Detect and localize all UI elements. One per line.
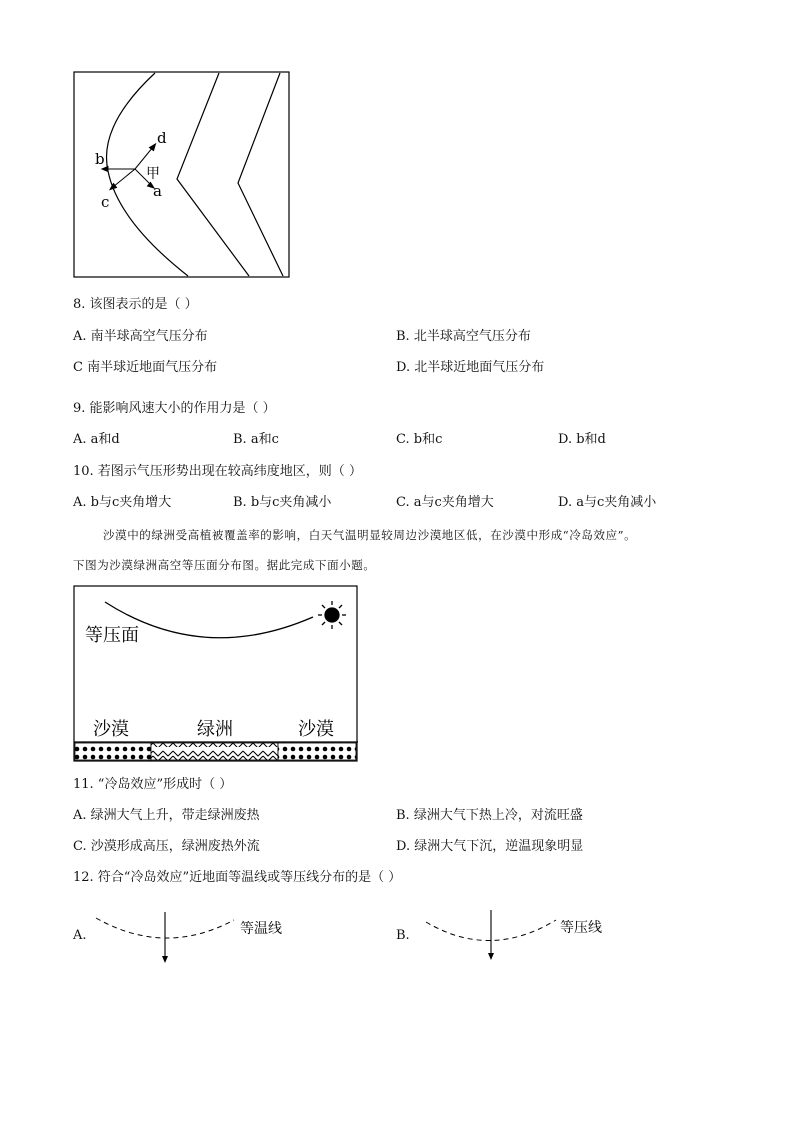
arrow-label-c: c <box>101 193 110 211</box>
q8-option-d[interactable]: D. 北半球近地面气压分布 <box>396 360 545 375</box>
q10-option-a[interactable]: A. b与c夹角增大 <box>73 495 172 510</box>
q11-option-c[interactable]: C. 沙漠形成高压，绿洲废热外流 <box>73 839 260 854</box>
arrow-label-d: d <box>157 129 167 147</box>
passage-line-2: 下图为沙漠绿洲高空等压面分布图。据此完成下面小题。 <box>73 558 376 572</box>
q9-option-b[interactable]: B. a和c <box>233 432 279 447</box>
desert-left-ground <box>75 743 151 760</box>
q12-option-a-diagram[interactable] <box>90 912 295 967</box>
isobar-line-2 <box>177 73 249 276</box>
sun-icon <box>318 601 346 629</box>
isobar-force-diagram <box>73 71 291 279</box>
q9-stem: 9. 能影响风速大小的作用力是（ ） <box>73 401 276 416</box>
down-arrow-icon <box>162 956 168 963</box>
q9-option-d[interactable]: D. b和d <box>558 432 606 447</box>
q12-stem: 12. 符合“冷岛效应”近地面等温线或等压线分布的是（ ） <box>73 870 402 885</box>
q9-option-c[interactable]: C. b和c <box>396 432 443 447</box>
q12-option-b-letter[interactable]: B. <box>396 928 410 943</box>
oasis-ground <box>151 743 278 760</box>
passage-line-1: 沙漠中的绿洲受高植被覆盖率的影响，白天气温明显较周边沙漠地区低，在沙漠中形成“冷岛效应”。 <box>103 528 637 542</box>
arrow-label-a: a <box>153 182 162 200</box>
down-arrow-icon <box>488 953 494 960</box>
desert-right-ground <box>278 743 356 760</box>
q8-option-b[interactable]: B. 北半球高空气压分布 <box>396 329 531 344</box>
isobar-label: 等压线 <box>560 920 602 936</box>
oasis-label: 绿洲 <box>197 719 233 740</box>
q11-option-d[interactable]: D. 绿洲大气下沉，逆温现象明显 <box>396 839 584 854</box>
isobar-line-3 <box>238 73 283 276</box>
desert-left-label: 沙漠 <box>93 719 129 740</box>
q10-option-c[interactable]: C. a与c夹角增大 <box>396 495 494 510</box>
desert-right-label: 沙漠 <box>298 719 334 740</box>
point-label-jia: 甲 <box>146 166 160 182</box>
q11-option-b[interactable]: B. 绿洲大气下热上冷，对流旺盛 <box>396 808 583 823</box>
diagram-frame <box>74 72 289 277</box>
q10-option-d[interactable]: D. a与c夹角减小 <box>558 495 657 510</box>
q12-option-a-letter[interactable]: A. <box>73 928 87 943</box>
q9-option-a[interactable]: A. a和d <box>73 432 120 447</box>
q8-option-a[interactable]: A. 南半球高空气压分布 <box>73 329 208 344</box>
isobaric-surface-label: 等压面 <box>85 625 139 646</box>
q8-stem: 8. 该图表示的是（ ） <box>73 297 198 312</box>
arrow-label-b: b <box>95 150 105 168</box>
q10-stem: 10. 若图示气压形势出现在较高纬度地区，则（ ） <box>73 464 362 479</box>
oasis-isobar-diagram <box>73 585 359 763</box>
isotherm-label: 等温线 <box>240 921 282 937</box>
q11-option-a[interactable]: A. 绿洲大气上升，带走绿洲废热 <box>73 808 260 823</box>
q8-option-c[interactable]: C 南半球近地面气压分布 <box>73 360 218 375</box>
q10-option-b[interactable]: B. b与c夹角减小 <box>233 495 332 510</box>
q11-stem: 11. “冷岛效应”形成时（ ） <box>73 777 233 792</box>
q12-option-b-diagram[interactable] <box>420 910 620 965</box>
